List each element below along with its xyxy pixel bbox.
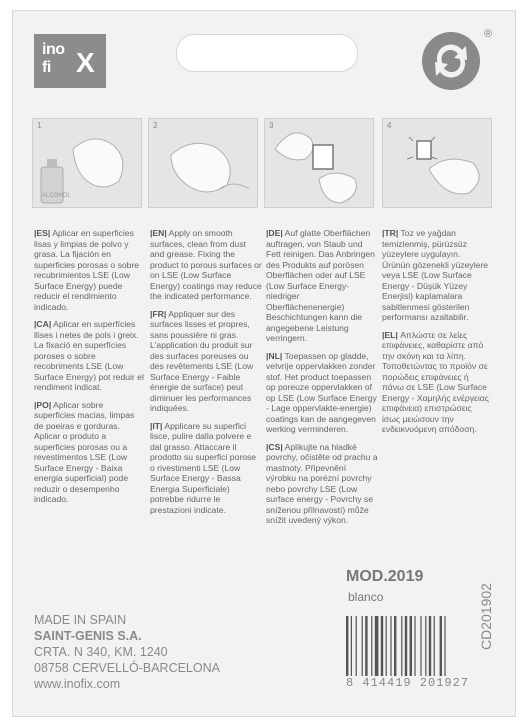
lang-code: |TR|	[382, 228, 399, 238]
hand-wipe-icon	[149, 119, 257, 207]
lang-block-fr	[150, 309, 262, 414]
address-line-1: MADE IN SPAIN	[34, 613, 127, 627]
barcode-bar	[362, 616, 363, 676]
lang-text: Auf glatte Oberflächen auftragen, von Staub und Fett reinigen. Das Anbringen des Produkts auf porösen Oberflächen oder auf LSE (Low Surface Energy- niedriger Oberflächenenergie) Beschichtungen kann die angegebene Leistung verringern.	[266, 228, 375, 343]
lang-block-es	[34, 228, 146, 312]
lang-text: Aplicar en superfícies llises i netes de pols i greix. La fixació en superfícies poroses o sobre recobriments LSE (Low Surface Energy) pot reduir el rendiment indicat.	[34, 319, 144, 392]
lang-block-en	[150, 228, 262, 302]
step-1-label: ALCOHOL	[42, 193, 71, 199]
barcode-number: 8 414419 201927	[346, 676, 470, 690]
logo-line2: fi	[42, 59, 51, 76]
barcode-bar	[401, 616, 402, 676]
barcode-bar	[394, 616, 396, 676]
barcode-bar	[410, 616, 412, 676]
lang-text: Aplicar sobre superficies macias, limpas de poeiras e gorduras. Aplicar o produto a superficies porosas ou a revestimentos LSE (Low Surface Energy - Baixa energia superficial) pode reduzir o desempenho indicado.	[34, 399, 135, 504]
lang-code: |CS|	[266, 441, 283, 452]
barcode-bar	[365, 616, 367, 676]
lang-text: Toepassen op gladde, vetvrije oppervlakken zonder stof. Het product toepassen op poreuze oppervlakken of op LSE (Low Surface Energy - Lage oppervlakte-energie) coatings kan de aangegeven werking verminderen.	[266, 350, 377, 434]
lang-code: |DE|	[266, 228, 283, 238]
hook-press-icon	[383, 119, 491, 207]
website: www.inofix.com	[34, 677, 121, 691]
brand-logo	[34, 34, 106, 88]
address-line-2: SAINT-GENIS S.A.	[34, 629, 142, 643]
step-number: 3	[269, 121, 274, 130]
lang-block-it	[150, 421, 262, 516]
barcode-icon	[344, 612, 464, 684]
barcode-bar	[375, 616, 379, 676]
barcode-bar	[425, 616, 426, 676]
hang-hole	[176, 34, 358, 72]
lang-code: |CA|	[34, 319, 52, 329]
barcode-bar	[346, 616, 348, 676]
barcode-bar	[440, 616, 442, 676]
lang-text: Απλώστε σε λείες επιφάνειες, καθαρίστε από την σκόνη και τα λίπη. Τοποθετώντας το προϊόν σε πορώδεις επιφάνειες ή πάνω σε LSE (Low Surface Energy - Χαμηλής ενέργειας επιφάνεια) επιστρώσεις ίσως μειώσουν την ενδεικνυόμενη απόδοση.	[382, 329, 489, 434]
text-column-1	[34, 228, 146, 512]
step-number: 1	[37, 121, 42, 130]
step-1-panel	[32, 118, 142, 208]
barcode-bar	[390, 616, 391, 676]
barcode-bar	[351, 616, 352, 676]
text-column-2	[150, 228, 262, 522]
lang-text: Appliquer sur des surfaces lisses et propres, sans poussière ni gras. L'application du produit sur des surfaces poreuses ou des revêtements LSE (Low Surface Energy - Faible énergie de surface) peut diminuer les performances indiquées.	[150, 308, 254, 413]
barcode-bar	[420, 616, 421, 676]
lang-text: Aplicar en superficies lisas y limpias de polvo y grasa. La fijación en superficies porosas o sobre recubrimientos LSE (Low Surface Energy) puede reducir el rendimiento indicado.	[34, 228, 140, 312]
logo-line1: ino	[42, 41, 65, 58]
barcode-bar	[444, 616, 445, 676]
lang-text: Applicare su superfici lisce, pulire dalla polvere e dal grasso. Attaccare il prodotto su superfici porose o rivestimenti LSE (Low Surface Energy - Bassa Energia Superficiale) potrebbe ridurre le prestazioni indicate.	[150, 420, 257, 515]
step-4-panel	[382, 118, 492, 208]
lang-code: |ES|	[34, 228, 51, 238]
instruction-steps	[32, 118, 490, 206]
barcode-bar	[434, 616, 435, 676]
lang-block-de	[266, 228, 378, 344]
registered-mark: ®	[484, 28, 493, 40]
lang-code: |PO|	[34, 399, 52, 410]
manufacturer-address	[34, 612, 220, 692]
lang-code: |NL|	[266, 350, 283, 361]
hook-apply-icon	[265, 119, 373, 207]
lang-block-cs	[266, 442, 378, 526]
lang-code: |EN|	[150, 228, 167, 238]
step-number: 4	[387, 121, 392, 130]
lang-block-po	[34, 400, 146, 505]
address-line-3: CRTA. N 340, KM. 1240	[34, 645, 168, 659]
side-code	[454, 583, 524, 692]
lang-code: |IT|	[150, 420, 163, 431]
barcode-bar	[405, 616, 407, 676]
lang-block-nl	[266, 351, 378, 435]
step-2-panel	[148, 118, 258, 208]
lang-block-tr	[382, 228, 490, 323]
text-column-3	[266, 228, 378, 533]
product-color: blanco	[348, 590, 384, 604]
barcode-bar	[371, 616, 372, 676]
model-number: MOD.2019	[346, 568, 424, 585]
step-number: 2	[153, 121, 158, 130]
lang-text: Toz ve yağdan temizlenmiş, pürüzsüz yüzeylere uygulayın. Ürünün gözenekli yüzeylere veya LSE (Low Surface Energy - Düşük Yüzey Enerjisi) kaplamalara sabitlenmesi gösterilen performansı azaltabilir.	[382, 228, 489, 322]
barcode-bar	[356, 616, 357, 676]
text-column-4	[382, 228, 490, 442]
lang-text: Aplikujte na hladké povrchy, očistěte od prachu a mastnoty. Připevnění výrobku na porézní povrchy nebo povrchy LSE (Low surface energy - Povrchy se sníženou přilnavostí) může snížit uvedený výkon.	[266, 441, 378, 525]
side-code-text: CD201902	[478, 583, 494, 650]
lang-block-el	[382, 330, 490, 435]
barcode-bar	[386, 616, 387, 676]
barcode-bar	[414, 616, 415, 676]
recycle-icon	[420, 30, 482, 92]
lang-block-ca	[34, 319, 146, 393]
lang-text: Apply on smooth surfaces, clean from dust and grease. Fixing the product to porous surfaces or on LSE (Low Surface Energy) coatings may reduce the indicated performance.	[150, 228, 262, 301]
step-3-panel	[264, 118, 374, 208]
address-line-4: 08758 CERVELLÓ-BARCELONA	[34, 661, 220, 675]
barcode-bar	[381, 616, 383, 676]
barcode-bar	[429, 616, 431, 676]
logo-x: X	[76, 47, 95, 78]
lang-code: |EL|	[382, 329, 398, 340]
lang-code: |FR|	[150, 308, 167, 319]
